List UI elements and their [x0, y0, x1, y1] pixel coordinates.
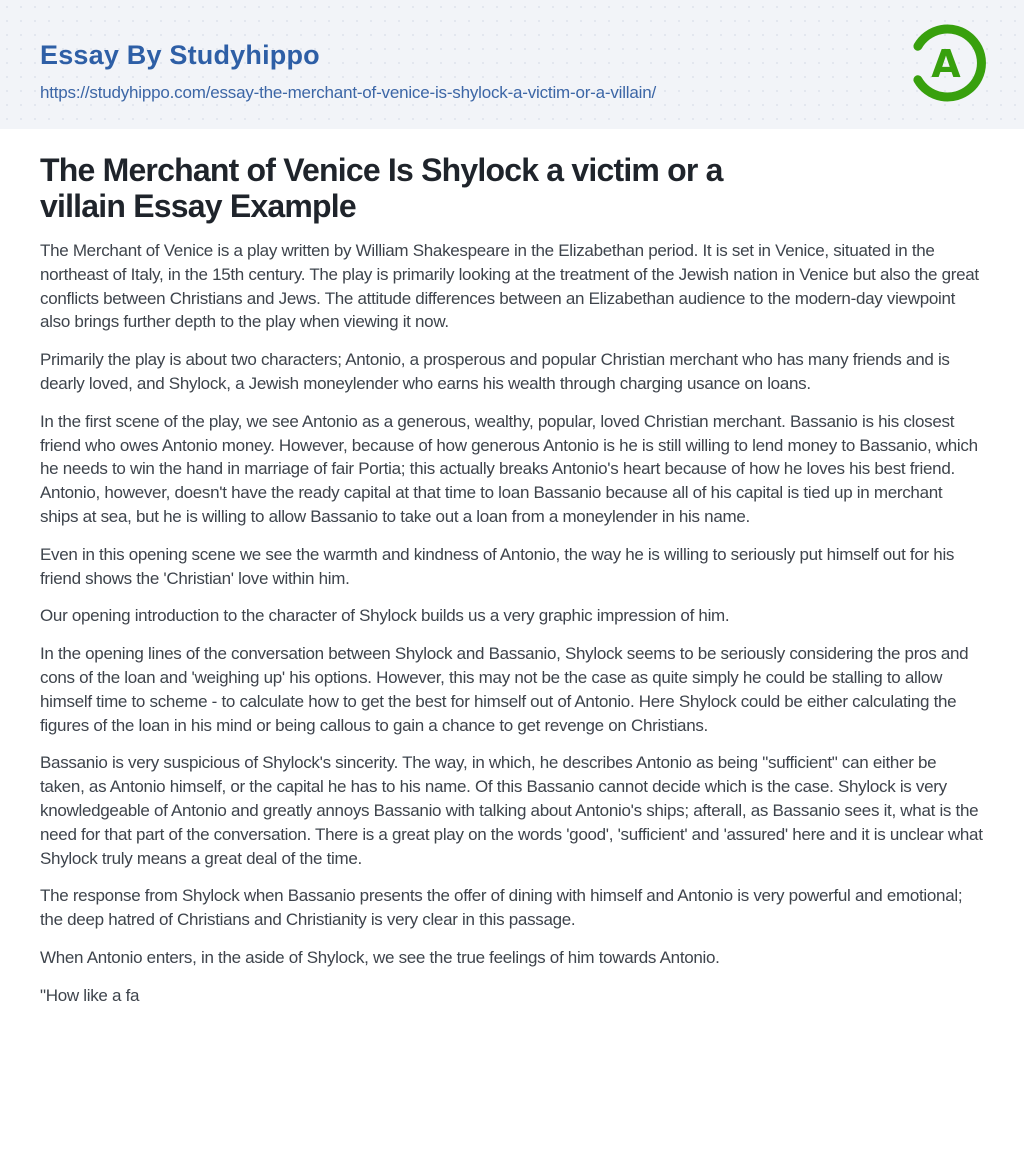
- essay-paragraph: The response from Shylock when Bassanio presents the offer of dining with himself and Antonio is very powerful and emotional; the deep hatred of Christians and Christianity is very clear in this passage.: [40, 886, 963, 930]
- essay-paragraph: In the first scene of the play, we see Antonio as a generous, wealthy, popular, loved Christian merchant. Bassanio is his closest friend who owes Antonio money. However, because of how generous Antonio is he is still willing to lend money to Bassanio, which he needs to win the hand in marriage of fair Portia; this actually breaks Antonio's heart because of how he loves his best friend. Antonio, however, doesn't have the ready capital at that time to loan Bassanio because all of his capital is tied up in merchant ships at sea, but he is willing to allow Bassanio to take out a loan from a moneylender in his name.: [40, 411, 978, 526]
- essay-paragraph: "How like a fa: [40, 985, 140, 1005]
- essay-paragraph: Our opening introduction to the character of Shylock builds us a very graphic impression of him.: [40, 606, 730, 626]
- essay-title-line: The Merchant of Venice Is Shylock a victim or a: [40, 152, 723, 188]
- essay-paragraph: The Merchant of Venice is a play written by William Shakespeare in the Elizabethan period. It is set in Venice, situated in the northeast of Italy, in the 15th century. The play is primarily looking at the treatment of the Jewish nation in Venice but also the great conflicts between Christians and Jews. The attitude differences between an Elizabethan audience to the modern-day viewpoint also brings further depth to the play when viewing it now.: [40, 241, 979, 332]
- essay-paragraph: Bassanio is very suspicious of Shylock's sincerity. The way, in which, he describes Antonio as being "sufficient" can either be taken, as Antonio himself, or the capital he has to his name. Of this Bassanio cannot decide which is the case. Shylock is very knowledgeable of Antonio and greatly annoys Bassanio with talking about Antonio's ships; afterall, as Bassanio sees it, what is the need for that part of the conversation. There is a great play on the words 'good', 'sufficient' and 'assured' here and it is unclear what Shylock truly means a great deal of the time.: [40, 753, 983, 868]
- site-title: Essay By Studyhippo: [40, 40, 320, 70]
- essay-paragraph: Primarily the play is about two characters; Antonio, a prosperous and popular Christian merchant who has many friends and is dearly loved, and Shylock, a Jewish moneylender who earns his wealth through charging usance on loans.: [40, 350, 950, 393]
- essay-body: [40, 239, 984, 1008]
- essay-paragraph: Even in this opening scene we see the warmth and kindness of Antonio, the way he is willing to seriously put himself out for his friend shows the 'Christian' love within him.: [40, 544, 955, 588]
- essay-article: [0, 129, 1024, 1008]
- logo-letter: A: [931, 42, 961, 86]
- essay-title-line: villain Essay Example: [40, 188, 356, 224]
- essay-paragraph: In the opening lines of the conversation between Shylock and Bassanio, Shylock seems to be seriously considering the pros and cons of the loan and 'weighing up' his options. However, this may not be the case as quite simply he could be stalling to allow himself time to scheme - to calculate how to get the best for himself out of Antonio. Here Shylock could be either calculating the figures of the loan in his mind or being callous to gain a chance to get revenge on Christians.: [40, 644, 969, 735]
- page-header: [0, 0, 1024, 129]
- studyhippo-logo-icon: [906, 22, 988, 104]
- essay-paragraph: When Antonio enters, in the aside of Shylock, we see the true feelings of him towards Antonio.: [40, 947, 720, 967]
- essay-url-link[interactable]: https://studyhippo.com/essay-the-merchant-of-venice-is-shylock-a-victim-or-a-villain/: [40, 82, 656, 102]
- essay-title: [40, 152, 984, 224]
